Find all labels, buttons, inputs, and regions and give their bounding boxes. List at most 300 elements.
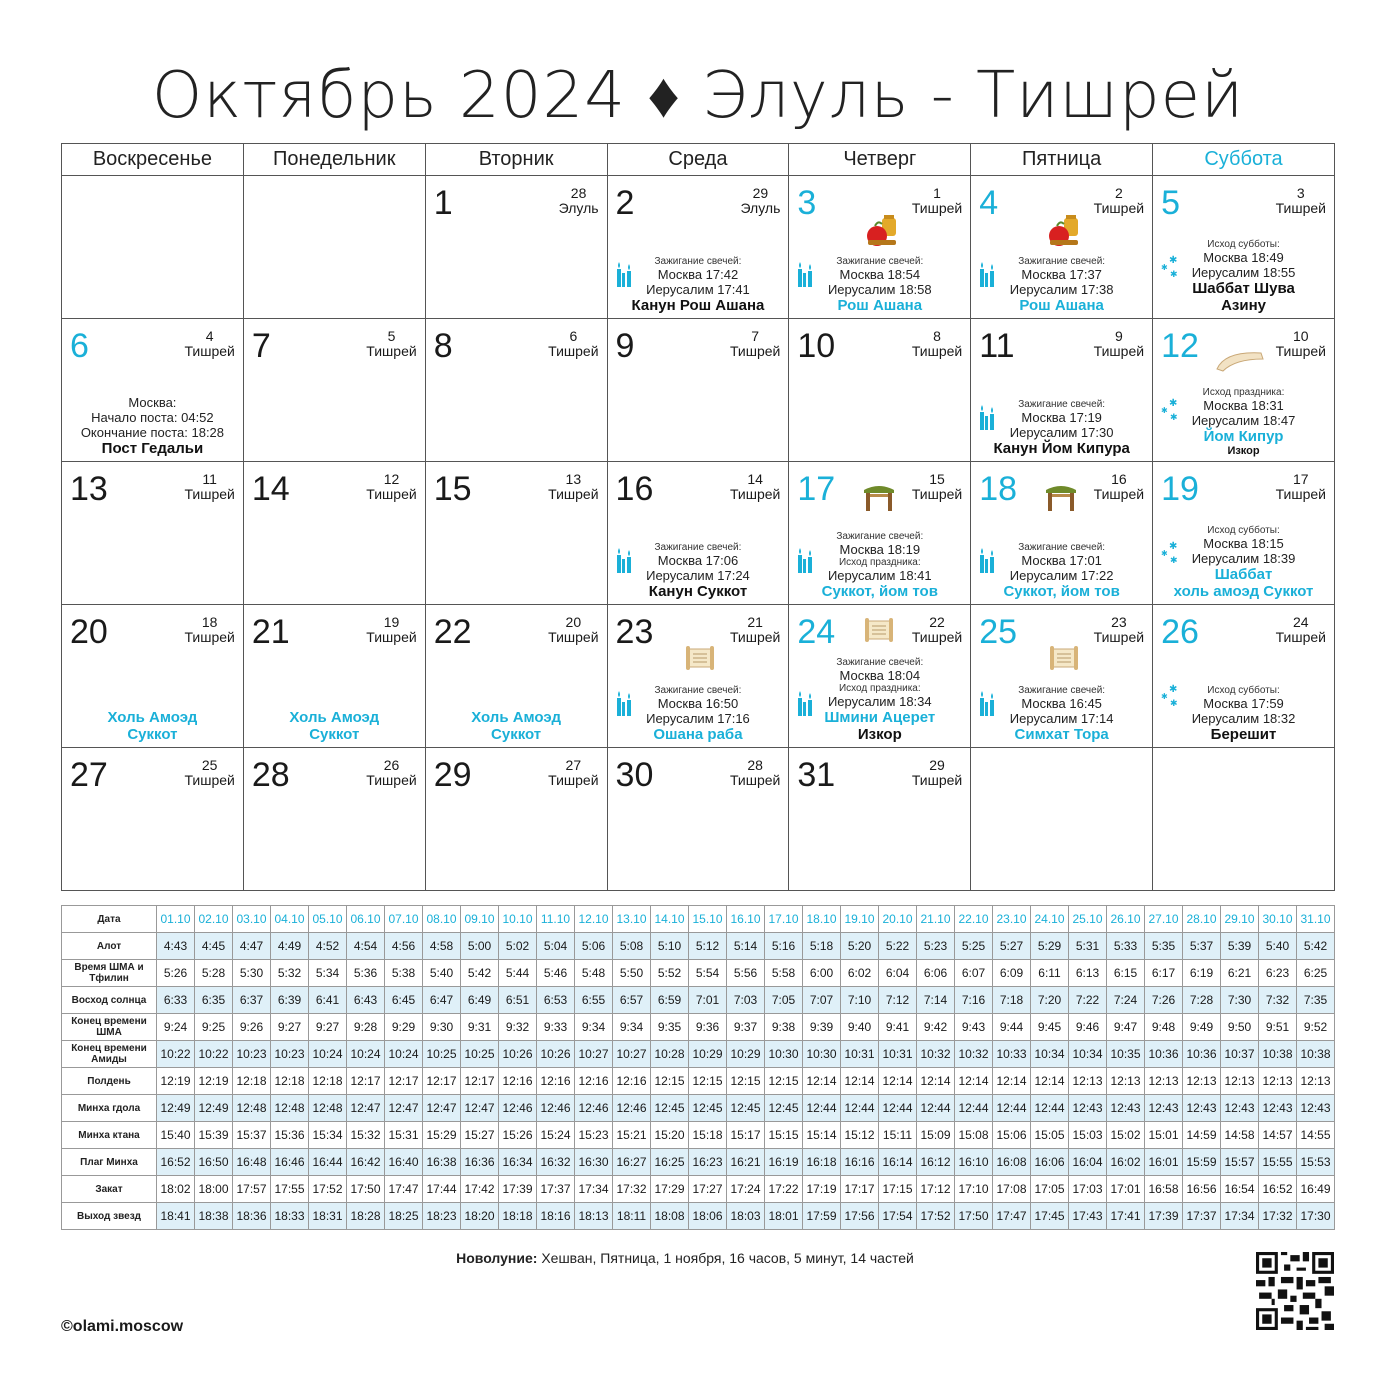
- day-info: [62, 709, 243, 743]
- weekday-header: Вторник: [425, 144, 607, 176]
- svg-text:✱: ✱: [1170, 699, 1178, 707]
- zmanim-row-label: Время ШМА и Тфилин: [62, 960, 157, 987]
- hebrew-month: Тишрей: [366, 772, 417, 788]
- hebrew-date: [366, 329, 416, 359]
- day-info: [62, 395, 243, 457]
- zmanim-value-cell: 16:08: [993, 1149, 1031, 1176]
- zmanim-value-cell: 6:06: [917, 960, 955, 987]
- zmanim-date-cell: 28.10: [1183, 906, 1221, 933]
- hebrew-date: [1094, 615, 1144, 645]
- zmanim-value-cell: 16:48: [233, 1149, 271, 1176]
- zmanim-value-cell: 12:13: [1259, 1068, 1297, 1095]
- hebrew-month: Тишрей: [366, 629, 417, 645]
- day-number: 4: [979, 184, 999, 222]
- hebrew-month: Тишрей: [729, 343, 781, 359]
- calendar-week-row: [62, 319, 1335, 462]
- hebrew-month: Тишрей: [911, 200, 963, 216]
- zmanim-date-cell: 01.10: [157, 906, 195, 933]
- hebrew-day: 28: [570, 185, 587, 201]
- zmanim-value-cell: 16:01: [1145, 1149, 1183, 1176]
- hebrew-day: 23: [1111, 614, 1127, 630]
- hebrew-day: 21: [747, 614, 763, 630]
- zmanim-value-cell: 7:07: [803, 987, 841, 1014]
- zmanim-value-cell: 12:48: [233, 1095, 271, 1122]
- zmanim-value-cell: 6:07: [955, 960, 993, 987]
- zmanim-value-cell: 17:03: [1069, 1176, 1107, 1203]
- zmanim-value-cell: 5:23: [917, 933, 955, 960]
- zmanim-value-cell: 15:57: [1221, 1149, 1259, 1176]
- zmanim-value-cell: 12:19: [157, 1068, 195, 1095]
- zmanim-value-cell: 12:14: [879, 1068, 917, 1095]
- zmanim-value-cell: 16:04: [1069, 1149, 1107, 1176]
- zmanim-date-cell: 12.10: [575, 906, 613, 933]
- times-label: Зажигание свечей:: [1018, 542, 1106, 553]
- zmanim-value-cell: 17:56: [841, 1203, 879, 1230]
- hebrew-day: 28: [747, 757, 763, 773]
- zmanim-value-cell: 9:33: [537, 1014, 575, 1041]
- zmanim-value-cell: 12:43: [1259, 1095, 1297, 1122]
- zmanim-value-cell: 12:44: [993, 1095, 1031, 1122]
- zmanim-row: [62, 987, 1335, 1014]
- zmanim-value-cell: 12:44: [841, 1095, 879, 1122]
- zmanim-value-cell: 6:13: [1069, 960, 1107, 987]
- zmanim-value-cell: 12:15: [765, 1068, 803, 1095]
- zmanim-value-cell: 5:06: [575, 933, 613, 960]
- zmanim-value-cell: 6:35: [195, 987, 233, 1014]
- times-label: Зажигание свечей:: [1018, 685, 1106, 696]
- zmanim-row-label: Конец времени Амиды: [62, 1041, 157, 1068]
- event-name: Суккот, йом тов: [1003, 583, 1120, 600]
- day-cell: [62, 462, 244, 605]
- zmanim-value-cell: 12:18: [309, 1068, 347, 1095]
- apple-honey-icon: [862, 214, 902, 253]
- time-line: Москва 18:04: [839, 668, 921, 683]
- zmanim-value-cell: 6:09: [993, 960, 1031, 987]
- hebrew-month: Тишрей: [1275, 200, 1326, 216]
- zmanim-row-label: Конец времени ШМА: [62, 1014, 157, 1041]
- zmanim-value-cell: 15:53: [1297, 1149, 1335, 1176]
- zmanim-value-cell: 7:14: [917, 987, 955, 1014]
- times-label: Зажигание свечей:: [1018, 256, 1106, 267]
- event-name: Суккот: [127, 726, 178, 743]
- zmanim-value-cell: 12:43: [1183, 1095, 1221, 1122]
- zmanim-value-cell: 9:52: [1297, 1014, 1335, 1041]
- time-line: Иерусалим 17:38: [1009, 282, 1114, 297]
- zmanim-value-cell: 10:36: [1183, 1041, 1221, 1068]
- zmanim-value-cell: 17:57: [233, 1176, 271, 1203]
- zmanim-value-cell: 9:49: [1183, 1014, 1221, 1041]
- zmanim-table: [61, 905, 1335, 1230]
- zmanim-row-label: Плаг Минха: [62, 1149, 157, 1176]
- time-line: Иерусалим 17:24: [646, 568, 750, 583]
- zmanim-date-cell: 05.10: [309, 906, 347, 933]
- zmanim-value-cell: 5:20: [841, 933, 879, 960]
- zmanim-value-cell: 9:43: [955, 1014, 993, 1041]
- zmanim-value-cell: 10:25: [461, 1041, 499, 1068]
- day-number: 2: [615, 184, 635, 222]
- zmanim-value-cell: 15:17: [727, 1122, 765, 1149]
- event-name: Суккот: [309, 726, 360, 743]
- zmanim-value-cell: 10:27: [613, 1041, 651, 1068]
- zmanim-value-cell: 17:32: [1259, 1203, 1297, 1230]
- zmanim-value-cell: 18:25: [385, 1203, 423, 1230]
- zmanim-value-cell: 5:54: [689, 960, 727, 987]
- zmanim-value-cell: 10:29: [689, 1041, 727, 1068]
- zmanim-value-cell: 9:34: [575, 1014, 613, 1041]
- zmanim-value-cell: 17:50: [955, 1203, 993, 1230]
- zmanim-value-cell: 7:18: [993, 987, 1031, 1014]
- zmanim-value-cell: 5:42: [461, 960, 499, 987]
- day-number: 23: [615, 613, 654, 651]
- zmanim-value-cell: 17:17: [841, 1176, 879, 1203]
- zmanim-value-cell: 7:35: [1297, 987, 1335, 1014]
- zmanim-date-cell: 29.10: [1221, 906, 1259, 933]
- time-line: Начало поста: 04:52: [91, 410, 214, 425]
- zmanim-value-cell: 9:32: [499, 1014, 537, 1041]
- day-info: [789, 256, 970, 314]
- zmanim-row: [62, 1095, 1335, 1122]
- zmanim-value-cell: 12:47: [461, 1095, 499, 1122]
- zmanim-value-cell: 16:12: [917, 1149, 955, 1176]
- zmanim-value-cell: 10:32: [917, 1041, 955, 1068]
- zmanim-value-cell: 5:16: [765, 933, 803, 960]
- zmanim-value-cell: 5:36: [347, 960, 385, 987]
- zmanim-row-label: Минха ктана: [62, 1122, 157, 1149]
- zmanim-value-cell: 16:42: [347, 1149, 385, 1176]
- times-label: Зажигание свечей:: [654, 256, 742, 267]
- hebrew-month: Тишрей: [911, 343, 963, 359]
- zmanim-value-cell: 16:46: [271, 1149, 309, 1176]
- zmanim-value-cell: 12:13: [1107, 1068, 1145, 1095]
- day-info: [789, 531, 970, 600]
- hebrew-month: Тишрей: [729, 629, 781, 645]
- times-label: Зажигание свечей:: [1018, 399, 1106, 410]
- zmanim-value-cell: 15:27: [461, 1122, 499, 1149]
- zmanim-value-cell: 6:04: [879, 960, 917, 987]
- day-number: 5: [1161, 184, 1180, 222]
- hebrew-month: Тишрей: [729, 772, 781, 788]
- day-info: [971, 256, 1152, 314]
- hebrew-day: 27: [565, 757, 582, 773]
- zmanim-value-cell: 15:02: [1107, 1122, 1145, 1149]
- zmanim-value-cell: 15:08: [955, 1122, 993, 1149]
- zmanim-value-cell: 15:12: [841, 1122, 879, 1149]
- zmanim-value-cell: 16:16: [841, 1149, 879, 1176]
- zmanim-value-cell: 10:34: [1069, 1041, 1107, 1068]
- zmanim-row-label: Дата: [62, 906, 157, 933]
- day-info: [971, 542, 1152, 600]
- zmanim-value-cell: 16:40: [385, 1149, 423, 1176]
- day-number: 16: [615, 470, 654, 508]
- zmanim-date-cell: 15.10: [689, 906, 727, 933]
- zmanim-value-cell: 12:16: [499, 1068, 537, 1095]
- zmanim-row-label: Закат: [62, 1176, 157, 1203]
- zmanim-value-cell: 16:30: [575, 1149, 613, 1176]
- zmanim-value-cell: 6:02: [841, 960, 879, 987]
- svg-text:✱: ✱: [1161, 692, 1168, 701]
- day-number: 27: [70, 756, 108, 794]
- zmanim-value-cell: 9:39: [803, 1014, 841, 1041]
- zmanim-value-cell: 10:31: [841, 1041, 879, 1068]
- zmanim-value-cell: 9:36: [689, 1014, 727, 1041]
- zmanim-value-cell: 4:45: [195, 933, 233, 960]
- zmanim-value-cell: 18:16: [537, 1203, 575, 1230]
- zmanim-value-cell: 12:46: [575, 1095, 613, 1122]
- day-info: [789, 657, 970, 743]
- zmanim-value-cell: 12:13: [1221, 1068, 1259, 1095]
- zmanim-value-cell: 17:44: [423, 1176, 461, 1203]
- time-line: Иерусалим 18:55: [1191, 265, 1296, 280]
- day-cell: [62, 605, 244, 748]
- hebrew-month: Тишрей: [1093, 343, 1145, 359]
- zmanim-date-cell: 18.10: [803, 906, 841, 933]
- zmanim-value-cell: 15:32: [347, 1122, 385, 1149]
- zmanim-value-cell: 10:29: [727, 1041, 765, 1068]
- zmanim-value-cell: 9:46: [1069, 1014, 1107, 1041]
- zmanim-row-label: Полдень: [62, 1068, 157, 1095]
- empty-day-cell: [1153, 748, 1335, 891]
- day-cell: [243, 462, 425, 605]
- zmanim-value-cell: 15:05: [1031, 1122, 1069, 1149]
- time-line: Иерусалим 17:22: [1009, 568, 1114, 583]
- zmanim-date-cell: 06.10: [347, 906, 385, 933]
- time-line: Москва 16:45: [1021, 696, 1102, 711]
- times-label: Зажигание свечей:: [836, 256, 924, 267]
- zmanim-value-cell: 5:33: [1107, 933, 1145, 960]
- zmanim-value-cell: 14:55: [1297, 1122, 1335, 1149]
- day-cell: [607, 748, 789, 891]
- molad-label: Новолуние:: [456, 1250, 538, 1266]
- day-number: 10: [797, 327, 836, 365]
- day-cell: [425, 176, 607, 319]
- hebrew-date: [366, 472, 416, 502]
- weekday-header-row: [62, 144, 1335, 176]
- svg-text:✱: ✱: [1170, 270, 1178, 278]
- day-cell: [243, 319, 425, 462]
- time-line: Москва 18:54: [839, 267, 921, 282]
- zmanim-value-cell: 17:01: [1107, 1176, 1145, 1203]
- calendar-body: [62, 176, 1335, 891]
- zmanim-value-cell: 4:56: [385, 933, 423, 960]
- hebrew-month: Тишрей: [184, 343, 235, 359]
- zmanim-value-cell: 12:45: [765, 1095, 803, 1122]
- day-cell: [971, 462, 1153, 605]
- zmanim-value-cell: 6:25: [1297, 960, 1335, 987]
- zmanim-value-cell: 17:05: [1031, 1176, 1069, 1203]
- zmanim-value-cell: 4:47: [233, 933, 271, 960]
- day-number: 20: [70, 613, 108, 651]
- zmanim-value-cell: 17:15: [879, 1176, 917, 1203]
- zmanim-value-cell: 16:52: [1259, 1176, 1297, 1203]
- zmanim-value-cell: 15:24: [537, 1122, 575, 1149]
- event-name: холь амоэд Суккот: [1173, 583, 1314, 600]
- hebrew-day: 1: [933, 185, 941, 201]
- hebrew-day: 13: [565, 471, 582, 487]
- event-name: Шаббат Шува: [1192, 280, 1295, 297]
- hebrew-date: [912, 758, 962, 788]
- zmanim-value-cell: 7:16: [955, 987, 993, 1014]
- zmanim-value-cell: 16:32: [537, 1149, 575, 1176]
- hebrew-month: Тишрей: [548, 772, 599, 788]
- zmanim-value-cell: 10:32: [955, 1041, 993, 1068]
- zmanim-date-cell: 17.10: [765, 906, 803, 933]
- zmanim-value-cell: 6:59: [651, 987, 689, 1014]
- time-line: Иерусалим 18:34: [827, 694, 932, 709]
- hebrew-date: [548, 329, 598, 359]
- day-info: [971, 685, 1152, 743]
- zmanim-value-cell: 9:34: [613, 1014, 651, 1041]
- zmanim-value-cell: 6:43: [347, 987, 385, 1014]
- sukkah-icon: [1044, 482, 1078, 517]
- hebrew-date: [1276, 329, 1326, 359]
- zmanim-value-cell: 16:18: [803, 1149, 841, 1176]
- zmanim-value-cell: 18:01: [765, 1203, 803, 1230]
- day-cell: [425, 462, 607, 605]
- event-name: Шмини Ацерет: [824, 709, 936, 726]
- zmanim-value-cell: 17:24: [727, 1176, 765, 1203]
- zmanim-value-cell: 4:54: [347, 933, 385, 960]
- zmanim-value-cell: 7:05: [765, 987, 803, 1014]
- zmanim-value-cell: 9:28: [347, 1014, 385, 1041]
- times-label: Исход субботы:: [1207, 525, 1280, 536]
- zmanim-value-cell: 5:46: [537, 960, 575, 987]
- zmanim-value-cell: 6:45: [385, 987, 423, 1014]
- zmanim-row: [62, 1176, 1335, 1203]
- zmanim-value-cell: 18:31: [309, 1203, 347, 1230]
- day-number: 7: [251, 327, 271, 365]
- time-line: Москва 16:50: [657, 696, 739, 711]
- zmanim-value-cell: 7:28: [1183, 987, 1221, 1014]
- day-number: 13: [70, 470, 108, 508]
- zmanim-value-cell: 9:51: [1259, 1014, 1297, 1041]
- zmanim-value-cell: 6:49: [461, 987, 499, 1014]
- zmanim-row-label: Алот: [62, 933, 157, 960]
- hebrew-month: Тишрей: [184, 772, 235, 788]
- hebrew-day: 9: [1114, 328, 1123, 344]
- zmanim-value-cell: 9:35: [651, 1014, 689, 1041]
- zmanim-value-cell: 9:44: [993, 1014, 1031, 1041]
- day-cell: [425, 748, 607, 891]
- time-line: Иерусалим 18:39: [1191, 551, 1296, 566]
- zmanim-value-cell: 16:27: [613, 1149, 651, 1176]
- zmanim-value-cell: 18:00: [195, 1176, 233, 1203]
- zmanim-value-cell: 18:06: [689, 1203, 727, 1230]
- zmanim-date-cell: 10.10: [499, 906, 537, 933]
- day-cell: [971, 319, 1153, 462]
- zmanim-row: [62, 1122, 1335, 1149]
- day-number: 26: [1161, 613, 1199, 651]
- zmanim-value-cell: 18:41: [157, 1203, 195, 1230]
- zmanim-value-cell: 16:21: [727, 1149, 765, 1176]
- zmanim-date-cell: 02.10: [195, 906, 233, 933]
- event-name: Йом Кипур: [1203, 428, 1284, 445]
- zmanim-value-cell: 17:19: [803, 1176, 841, 1203]
- day-cell: [971, 176, 1153, 319]
- event-name: Канун Суккот: [648, 583, 748, 600]
- zmanim-value-cell: 10:34: [1031, 1041, 1069, 1068]
- hebrew-day: 20: [565, 614, 582, 630]
- zmanim-value-cell: 12:44: [803, 1095, 841, 1122]
- zmanim-value-cell: 10:38: [1297, 1041, 1335, 1068]
- zmanim-value-cell: 17:10: [955, 1176, 993, 1203]
- zmanim-value-cell: 16:19: [765, 1149, 803, 1176]
- day-cell: [789, 462, 971, 605]
- time-line: Москва 18:31: [1203, 398, 1284, 413]
- hebrew-day: 6: [569, 328, 578, 344]
- zmanim-value-cell: 15:34: [309, 1122, 347, 1149]
- zmanim-value-cell: 12:14: [917, 1068, 955, 1095]
- zmanim-value-cell: 12:18: [271, 1068, 309, 1095]
- day-info: [1153, 387, 1334, 457]
- zmanim-value-cell: 15:18: [689, 1122, 727, 1149]
- day-number: 29: [433, 756, 472, 794]
- day-number: 1: [433, 184, 453, 222]
- zmanim-value-cell: 12:46: [613, 1095, 651, 1122]
- zmanim-value-cell: 9:42: [917, 1014, 955, 1041]
- day-cell: [1153, 605, 1335, 748]
- zmanim-value-cell: 7:10: [841, 987, 879, 1014]
- hebrew-day: 4: [205, 328, 214, 344]
- zmanim-row: [62, 1068, 1335, 1095]
- svg-text:✱: ✱: [1169, 541, 1178, 552]
- zmanim-value-cell: 15:21: [613, 1122, 651, 1149]
- day-number: 22: [433, 613, 472, 651]
- time-line: Иерусалим 18:58: [827, 282, 932, 297]
- zmanim-row: [62, 1203, 1335, 1230]
- zmanim-date-row: [62, 906, 1335, 933]
- times-label: Зажигание свечей:: [654, 542, 742, 553]
- day-number: 21: [251, 613, 290, 651]
- zmanim-value-cell: 6:23: [1259, 960, 1297, 987]
- zmanim-value-cell: 10:35: [1107, 1041, 1145, 1068]
- event-name: Ошана раба: [653, 726, 743, 743]
- zmanim-value-cell: 12:19: [195, 1068, 233, 1095]
- day-info: [608, 256, 789, 314]
- zmanim-value-cell: 16:34: [499, 1149, 537, 1176]
- times-label: Исход субботы:: [1207, 685, 1280, 696]
- event-name: Берешит: [1210, 726, 1277, 743]
- zmanim-row-label: Минха гдола: [62, 1095, 157, 1122]
- weekday-header: Пятница: [971, 144, 1153, 176]
- hebrew-month: Тишрей: [548, 343, 599, 359]
- svg-text:✱: ✱: [1161, 406, 1168, 415]
- zmanim-value-cell: 18:36: [233, 1203, 271, 1230]
- weekday-header: Понедельник: [243, 144, 425, 176]
- zmanim-value-cell: 18:13: [575, 1203, 613, 1230]
- zmanim-value-cell: 10:24: [385, 1041, 423, 1068]
- day-info: [1153, 525, 1334, 600]
- zmanim-value-cell: 15:36: [271, 1122, 309, 1149]
- zmanim-value-cell: 5:48: [575, 960, 613, 987]
- zmanim-value-cell: 17:32: [613, 1176, 651, 1203]
- day-number: 8: [433, 327, 453, 365]
- day-number: 31: [797, 756, 836, 794]
- zmanim-value-cell: 17:27: [689, 1176, 727, 1203]
- hebrew-month: Тишрей: [1275, 486, 1326, 502]
- zmanim-value-cell: 17:08: [993, 1176, 1031, 1203]
- zmanim-value-cell: 6:15: [1107, 960, 1145, 987]
- zmanim-value-cell: 12:46: [537, 1095, 575, 1122]
- zmanim-value-cell: 10:26: [537, 1041, 575, 1068]
- zmanim-value-cell: 17:50: [347, 1176, 385, 1203]
- day-cell: [607, 462, 789, 605]
- day-number: 17: [797, 470, 836, 508]
- torah-scroll-icon: [1047, 645, 1081, 676]
- zmanim-value-cell: 16:14: [879, 1149, 917, 1176]
- event-name: Пост Гедальи: [101, 440, 204, 457]
- zmanim-value-cell: 10:23: [233, 1041, 271, 1068]
- zmanim-value-cell: 4:52: [309, 933, 347, 960]
